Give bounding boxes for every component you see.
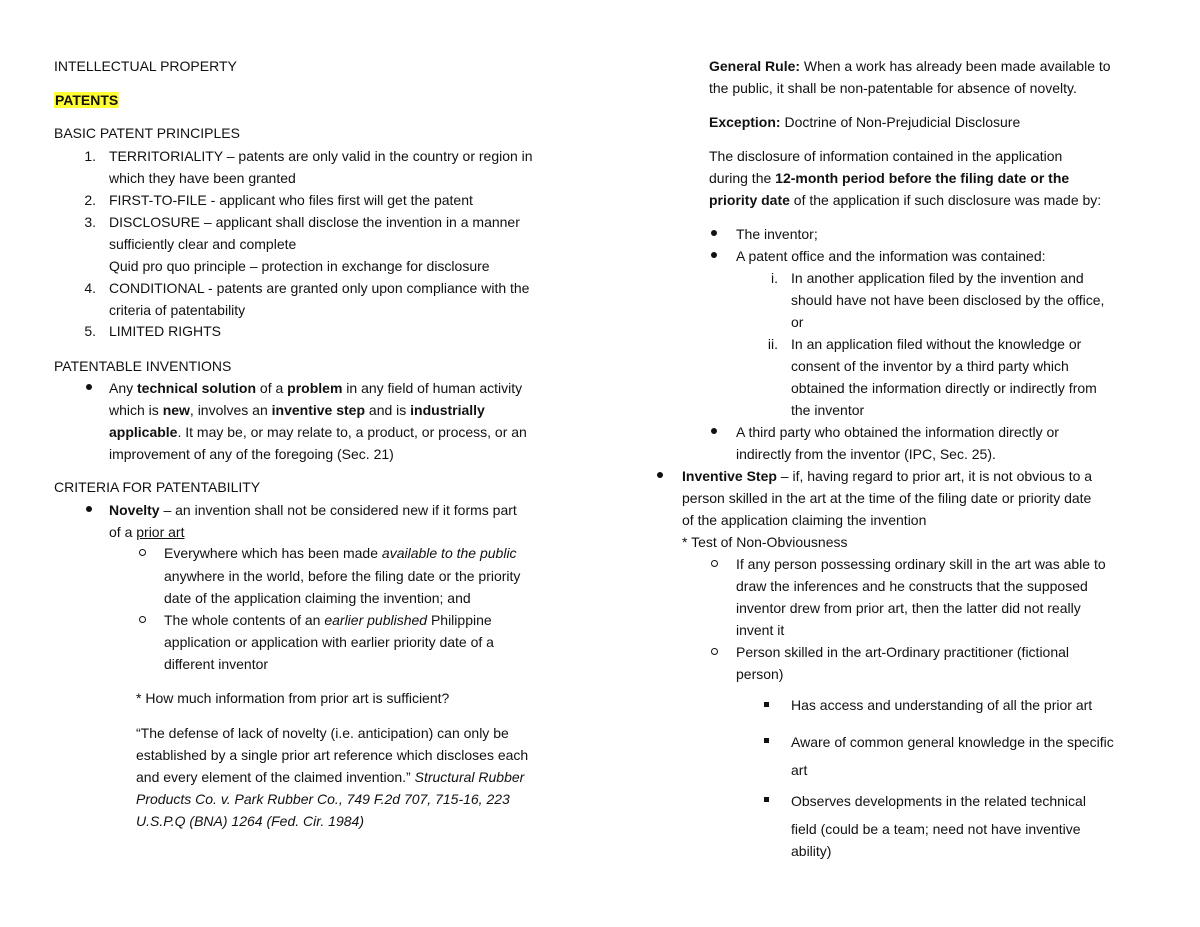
circle-bullet-icon [711, 648, 718, 655]
bullet-icon [711, 252, 717, 258]
heading-criteria: CRITERIA FOR PATENTABILITY [54, 479, 261, 495]
list-item: TERRITORIALITY – patents are only valid in the country or region in [109, 148, 533, 164]
list-item: sufficiently clear and complete [109, 236, 297, 252]
list-item: LIMITED RIGHTS [109, 323, 222, 339]
list-item: The inventor; [736, 226, 818, 242]
obviousness-item: Person skilled in the art-Ordinary practitioner (fictional [736, 644, 1070, 660]
novelty-sub-item: The whole contents of an earlier published Philippine [164, 612, 492, 628]
list-item: DISCLOSURE – applicant shall disclose the invention in a manner [109, 214, 520, 230]
disclosure-paragraph: The disclosure of information contained in the application [709, 148, 1063, 164]
list-item: A third party who obtained the information directly or [736, 424, 1059, 440]
heading-basic-principles: BASIC PATENT PRINCIPLES [54, 125, 240, 141]
obviousness-item: If any person possessing ordinary skill in the art was able to [736, 556, 1106, 572]
square-bullet-icon [764, 797, 769, 802]
document-title: INTELLECTUAL PROPERTY [54, 58, 237, 74]
test-heading: * Test of Non-Obviousness [682, 534, 848, 550]
list-item: FIRST-TO-FILE - applicant who files first will get the patent [109, 192, 473, 208]
skill-item: Aware of common general knowledge in the specific [791, 734, 1114, 750]
square-bullet-icon [764, 738, 769, 743]
list-item: criteria of patentability [109, 302, 246, 318]
bullet-icon [711, 428, 717, 434]
list-item: Quid pro quo principle – protection in exchange for disclosure [109, 258, 490, 274]
circle-bullet-icon [139, 616, 146, 623]
skill-item: Has access and understanding of all the prior art [791, 697, 1093, 713]
roman-item: In an application filed without the knowledge or [791, 336, 1082, 352]
roman-item: In another application filed by the invention and [791, 270, 1084, 286]
novelty-item: Novelty – an invention shall not be considered new if it forms part [109, 502, 517, 518]
list-item: CONDITIONAL - patents are granted only upon compliance with the [109, 280, 530, 296]
patentable-definition: Any technical solution of a problem in any field of human activity [109, 380, 523, 396]
general-rule: General Rule: When a work has already been made available to [709, 58, 1111, 74]
circle-bullet-icon [711, 560, 718, 567]
question-note: * How much information from prior art is sufficient? [136, 690, 450, 706]
list-item: A patent office and the information was contained: [736, 248, 1046, 264]
exception: Exception: Doctrine of Non-Prejudicial Disclosure [709, 114, 1021, 130]
bullet-icon [86, 506, 92, 512]
bullet-icon [86, 384, 92, 390]
section-heading-patents: PATENTS [55, 92, 119, 108]
bullet-icon [657, 472, 663, 478]
skill-item: Observes developments in the related technical [791, 793, 1086, 809]
heading-patentable-inventions: PATENTABLE INVENTIONS [54, 358, 232, 374]
list-item: which they have been granted [109, 170, 296, 186]
novelty-sub-item: Everywhere which has been made available to the public [164, 545, 517, 561]
inventive-step-item: Inventive Step – if, having regard to prior art, it is not obvious to a [682, 468, 1093, 484]
square-bullet-icon [764, 702, 769, 707]
circle-bullet-icon [139, 549, 146, 556]
bullet-icon [711, 230, 717, 236]
